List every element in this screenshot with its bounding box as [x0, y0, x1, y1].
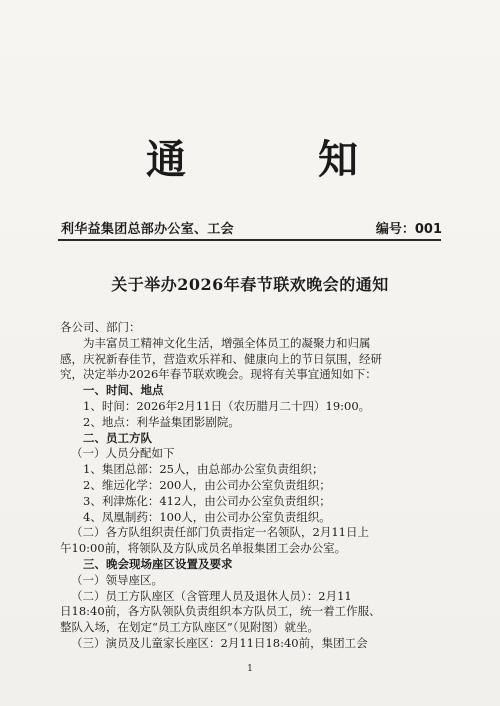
subsection-heading: （一）领导座区。 [71, 572, 163, 587]
section-heading-2: 二、员工方队 [83, 430, 152, 445]
body-line: 2、地点：利华益集团影剧院。 [83, 414, 240, 429]
header-divider [58, 239, 441, 241]
body-line: 午10:00前，将领队及方队成员名单报集团工会办公室。 [60, 541, 347, 556]
body-line: 1、时间：2026年2月11日（农历腊月二十四）19:00。 [83, 398, 371, 413]
document-number: 编号：001 [375, 222, 442, 237]
body-line: 3、利津炼化：412人，由公司办公室负责组织； [83, 493, 331, 508]
document-title: 关于举办2026年春节联欢晚会的通知 [111, 275, 389, 294]
body-line: 4、凤凰制药：100人，由公司办公室负责组织。 [83, 509, 331, 524]
section-heading-3: 三、晚会现场座区设置及要求 [83, 556, 233, 571]
body-line: 整队入场，在划定“员工方队座区”（见附图）就坐。 [60, 620, 320, 635]
body-line: （二）各方队组织责任部门负责指定一名领队，2月11日上 [71, 525, 369, 540]
body-line: （二）员工方队座区（含管理人员及退休人员）：2月11 [71, 588, 352, 603]
body-line: 感，庆祝新春佳节，营造欢乐祥和、健康向上的节日氛围，经研 [60, 351, 382, 366]
section-heading-1: 一、时间、地点 [83, 383, 164, 398]
body-line: 为丰富员工精神文化生活，增强全体员工的凝聚力和归属 [83, 335, 371, 350]
page-number: 1 [247, 664, 253, 674]
body-line: 日18:40前，各方队领队负责组织本方队员工，统一着工作服、 [60, 604, 381, 619]
document-body [60, 320, 444, 652]
subsection-heading: （一）人员分配如下 [71, 446, 175, 461]
body-line: （三）演员及儿童家长座区：2月11日18:40前，集团工会 [71, 635, 368, 650]
header-title-char-1: 通 [146, 137, 188, 183]
body-line: 1、集团总部：25人，由总部办公室负责组织； [83, 462, 324, 477]
header-title-char-2: 知 [318, 137, 360, 183]
body-line: 2、维远化学：200人，由公司办公室负责组织； [83, 477, 331, 492]
issuer-name: 利华益集团总部办公室、工会 [61, 222, 234, 237]
salutation-line: 各公司、部门： [60, 320, 141, 334]
body-line: 究，决定举办2026年春节联欢晚会。现将有关事宜通知如下： [60, 367, 377, 382]
